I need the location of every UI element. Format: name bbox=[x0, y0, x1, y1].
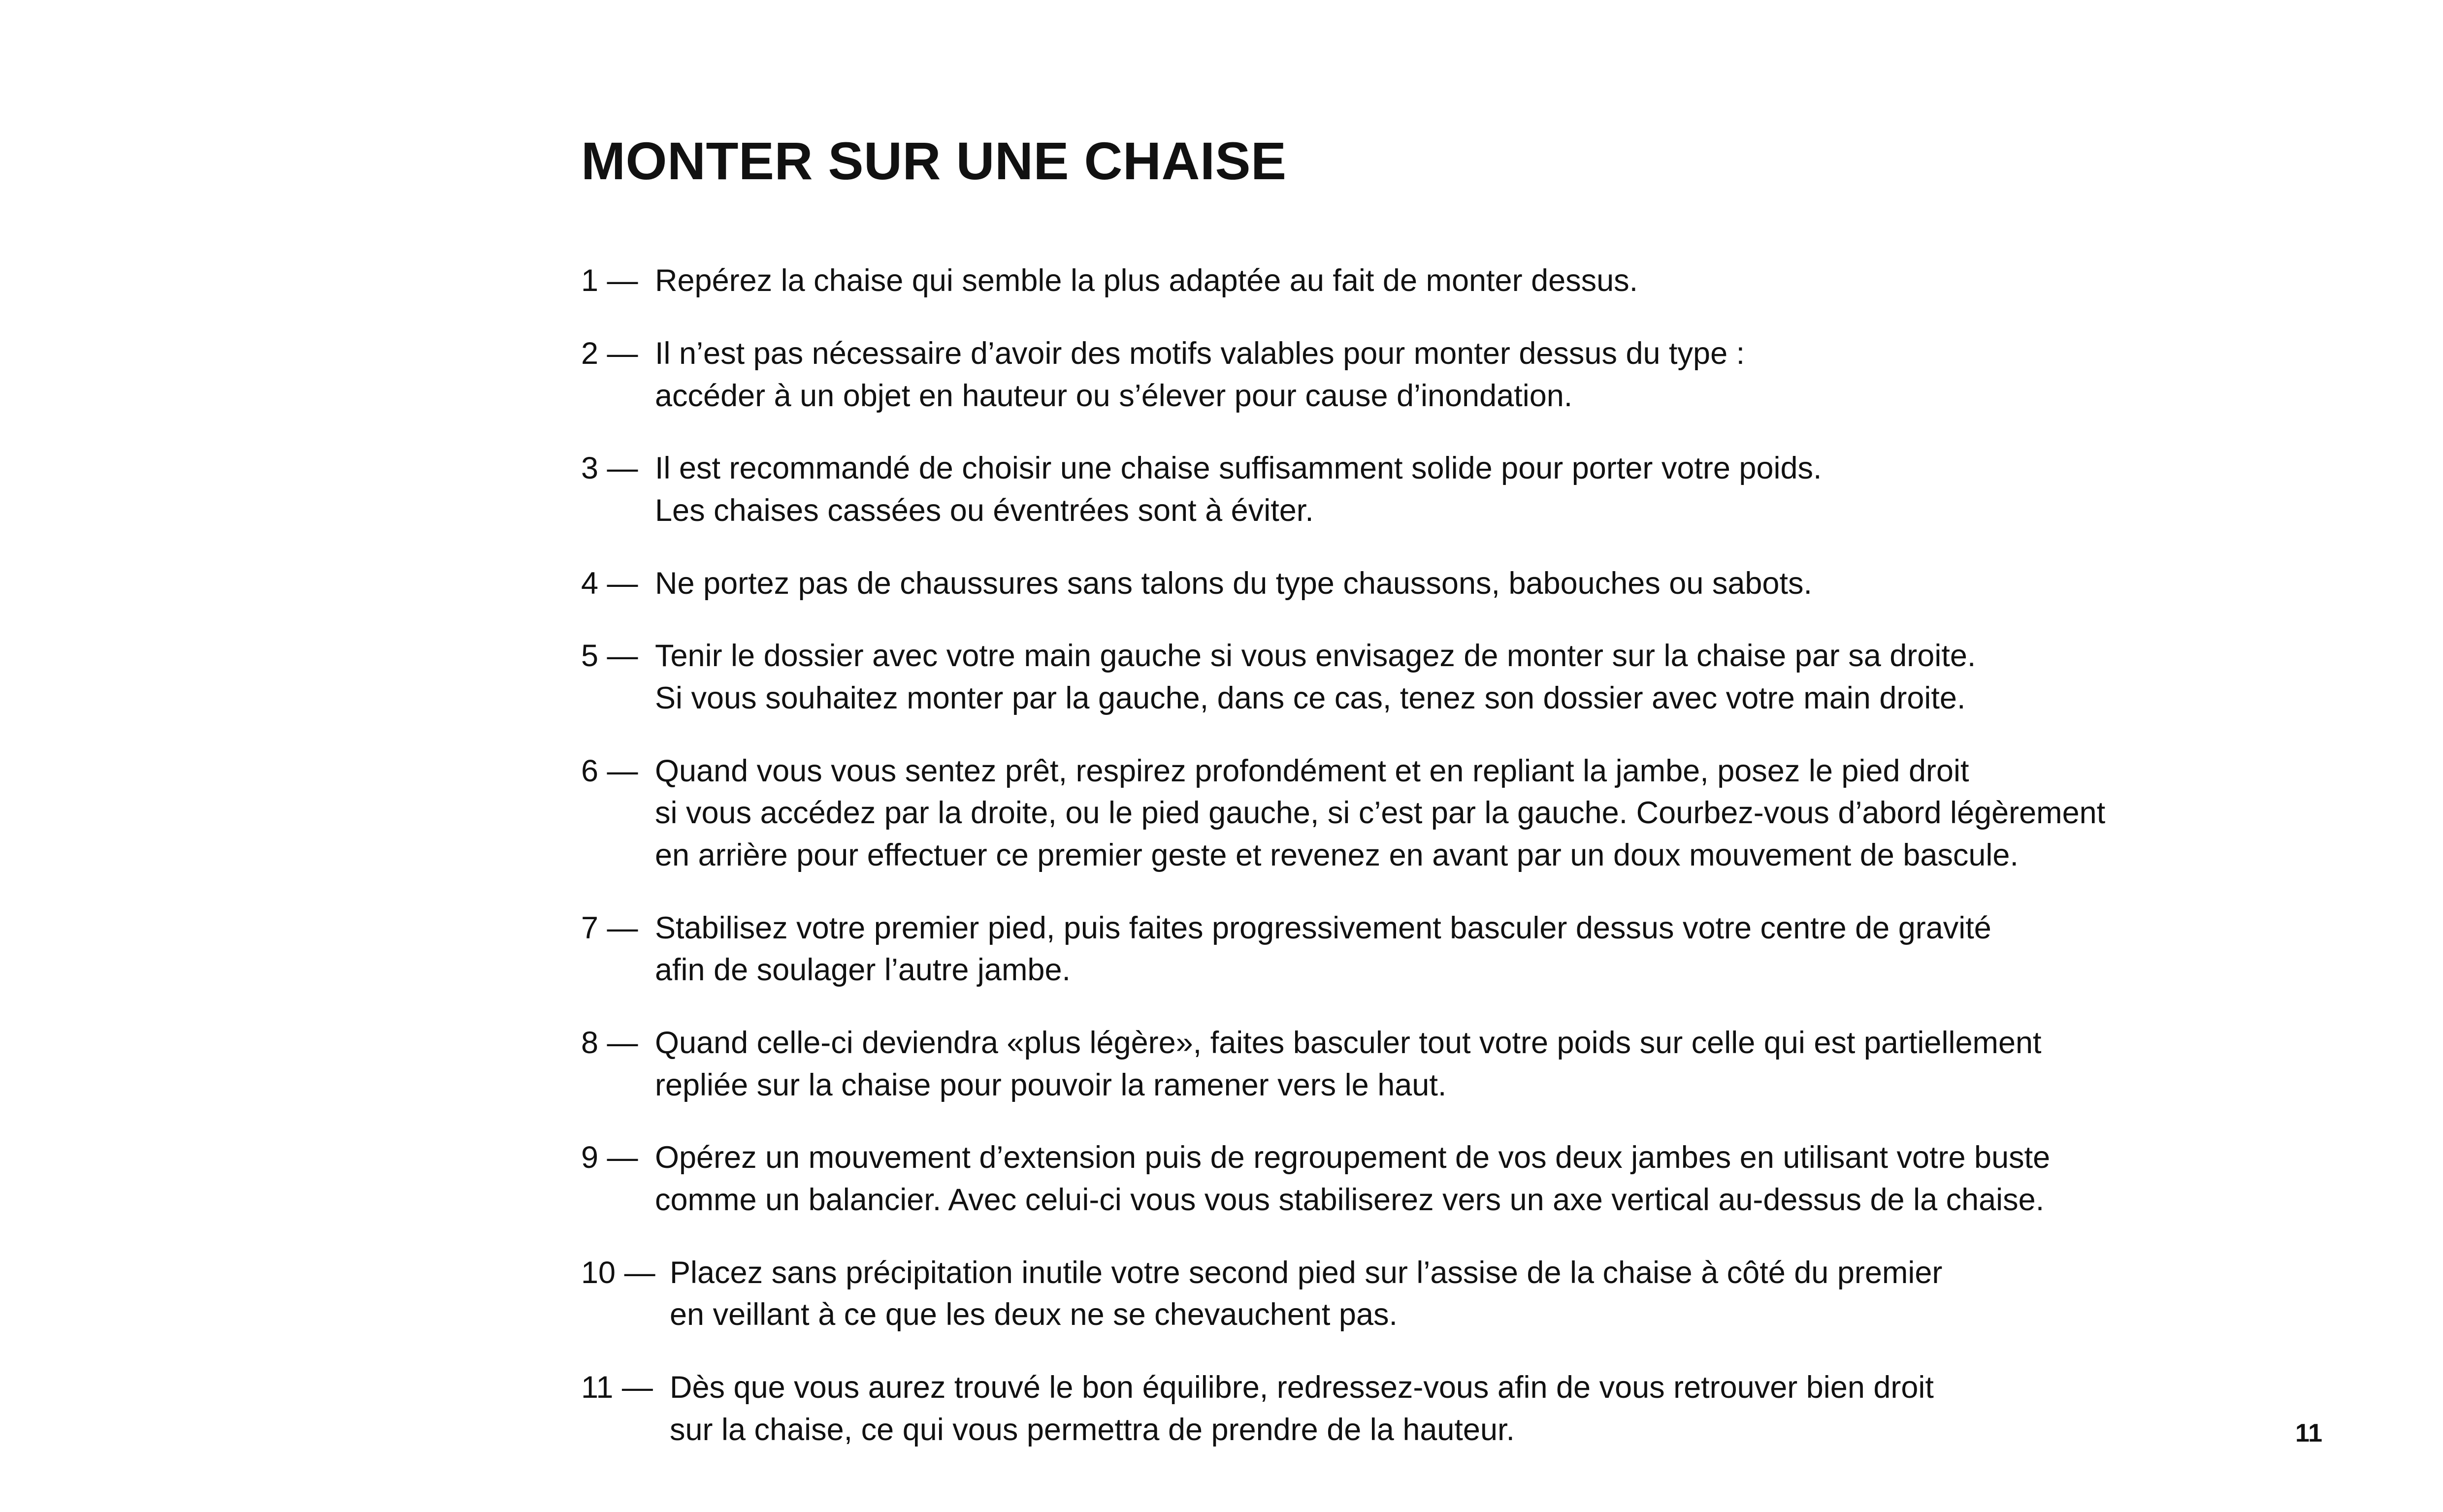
step-text-line: Dès que vous aurez trouvé le bon équilibre, redressez-vous afin de vous retrouver bien droit bbox=[670, 1370, 1934, 1405]
step-text-line: sur la chaise, ce qui vous permettra de prendre de la hauteur. bbox=[670, 1412, 1515, 1447]
step-text-line: Les chaises cassées ou éventrées sont à éviter. bbox=[655, 493, 1314, 528]
step-text bbox=[655, 448, 2270, 532]
step-text-line: afin de soulager l’autre jambe. bbox=[655, 953, 1071, 988]
step-marker: 9 — bbox=[581, 1140, 638, 1175]
page-title: MONTER SUR UNE CHAISE bbox=[581, 131, 1287, 191]
list-item bbox=[581, 1252, 2270, 1336]
step-marker: 1 — bbox=[581, 263, 638, 298]
step-marker: 4 — bbox=[581, 566, 638, 601]
step-text bbox=[655, 333, 2270, 417]
step-text bbox=[655, 260, 2270, 302]
list-item bbox=[581, 635, 2270, 719]
step-text-line: en veillant à ce que les deux ne se chevauchent pas. bbox=[670, 1297, 1398, 1332]
step-text-line: Stabilisez votre premier pied, puis faites progressivement basculer dessus votre centre de gravité bbox=[655, 910, 1991, 945]
step-text-line: en arrière pour effectuer ce premier geste et revenez en avant par un doux mouvement de bascule. bbox=[655, 838, 2019, 873]
step-text-line: repliée sur la chaise pour pouvoir la ramener vers le haut. bbox=[655, 1067, 1447, 1102]
step-text-line: Repérez la chaise qui semble la plus adaptée au fait de monter dessus. bbox=[655, 263, 1638, 298]
step-text-line: Tenir le dossier avec votre main gauche si vous envisagez de monter sur la chaise par sa droite. bbox=[655, 639, 1976, 674]
step-text bbox=[670, 1367, 2270, 1451]
step-marker: 3 — bbox=[581, 451, 638, 486]
step-text-line: Placez sans précipitation inutile votre second pied sur l’assise de la chaise à côté du premier bbox=[670, 1255, 1943, 1290]
step-text-line: Il est recommandé de choisir une chaise suffisamment solide pour porter votre poids. bbox=[655, 451, 1822, 486]
step-text-line: Si vous souhaitez monter par la gauche, dans ce cas, tenez son dossier avec votre main droite. bbox=[655, 681, 1966, 716]
step-text-line: Ne portez pas de chaussures sans talons du type chaussons, babouches ou sabots. bbox=[655, 566, 1812, 601]
step-marker: 10 — bbox=[581, 1255, 655, 1290]
step-text bbox=[655, 635, 2270, 719]
step-marker: 7 — bbox=[581, 910, 638, 945]
step-text bbox=[655, 563, 2270, 605]
step-marker: 8 — bbox=[581, 1026, 638, 1061]
step-text-line: Quand vous vous sentez prêt, respirez profondément et en repliant la jambe, posez le pied droit bbox=[655, 753, 1969, 788]
list-item bbox=[581, 333, 2270, 417]
list-item bbox=[581, 563, 2270, 605]
step-marker: 6 — bbox=[581, 753, 638, 788]
step-marker: 2 — bbox=[581, 336, 638, 371]
step-text-line: accéder à un objet en hauteur ou s’élever pour cause d’inondation. bbox=[655, 378, 1573, 413]
step-text bbox=[655, 750, 2270, 877]
document-body bbox=[581, 133, 2270, 1482]
list-item bbox=[581, 1137, 2270, 1221]
list-item bbox=[581, 1022, 2270, 1106]
step-text bbox=[655, 1137, 2270, 1221]
list-item bbox=[581, 750, 2270, 877]
step-text-line: Opérez un mouvement d’extension puis de regroupement de vos deux jambes en utilisant votre buste bbox=[655, 1140, 2051, 1175]
step-marker: 11 — bbox=[581, 1370, 653, 1405]
step-text bbox=[655, 907, 2270, 992]
step-marker: 5 — bbox=[581, 639, 638, 674]
step-text-line: comme un balancier. Avec celui-ci vous vous stabiliserez vers un axe vertical au-dessus de la chaise. bbox=[655, 1183, 2045, 1218]
list-item bbox=[581, 448, 2270, 532]
page-number: 11 bbox=[2295, 1419, 2322, 1448]
step-text-line: Il n’est pas nécessaire d’avoir des motifs valables pour monter dessus du type : bbox=[655, 336, 1745, 371]
instruction-list bbox=[581, 260, 2270, 1451]
step-text bbox=[670, 1252, 2270, 1336]
step-text-line: Quand celle-ci deviendra «plus légère», faites basculer tout votre poids sur celle qui est partiellement bbox=[655, 1026, 2042, 1061]
step-text bbox=[655, 1022, 2270, 1106]
list-item bbox=[581, 260, 2270, 302]
list-item bbox=[581, 1367, 2270, 1451]
list-item bbox=[581, 907, 2270, 992]
step-text-line: si vous accédez par la droite, ou le pied gauche, si c’est par la gauche. Courbez-vous d’abord légèrement bbox=[655, 796, 2106, 831]
